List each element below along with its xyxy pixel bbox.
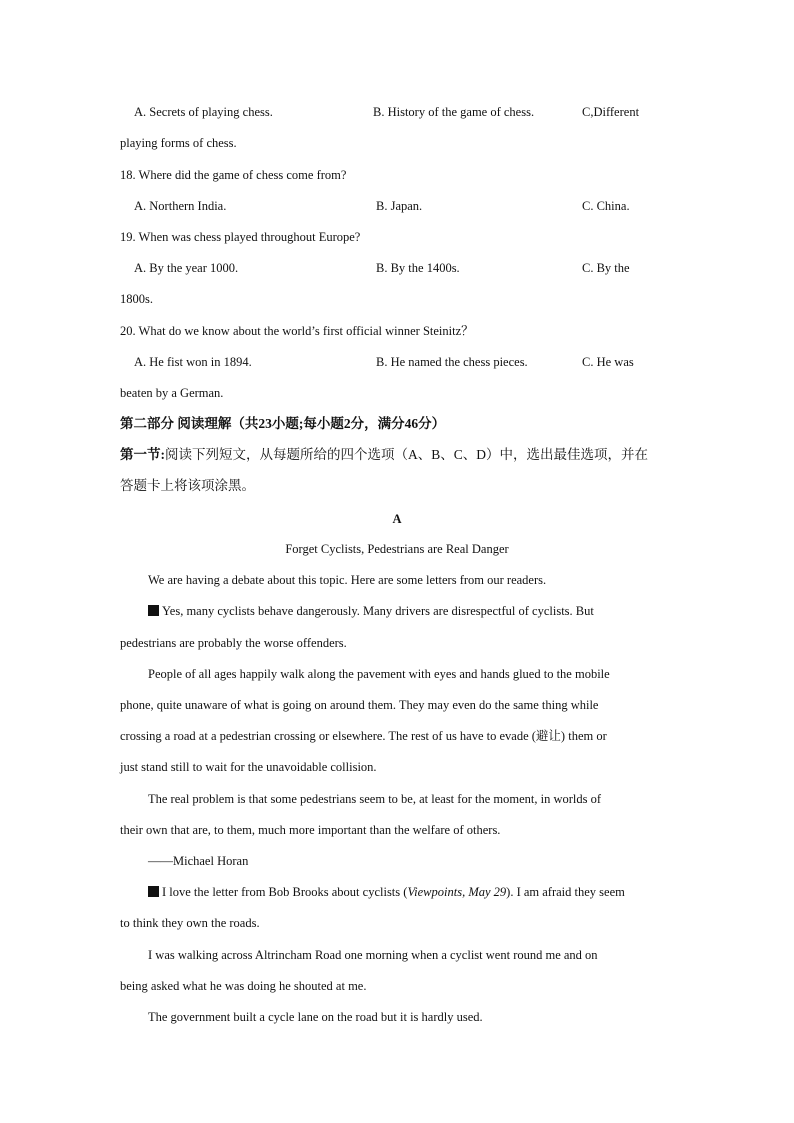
- instruction-line-1: [120, 446, 648, 464]
- q20-option-c-start: C. He was: [582, 355, 634, 369]
- q19-option-c-end: 1800s.: [120, 292, 153, 306]
- passage-line: being asked what he was doing he shouted at me.: [120, 979, 367, 993]
- instruction-label: 第一节:: [120, 447, 165, 462]
- q20-option-c-end: beaten by a German.: [120, 386, 224, 400]
- passage-line: I was walking across Altrincham Road one morning when a cyclist went round me and on: [148, 948, 598, 962]
- square-bullet-icon: [148, 605, 159, 616]
- passage-line: to think they own the roads.: [120, 916, 260, 930]
- passage-line-letter-1: [148, 602, 594, 620]
- q17-option-c-end: playing forms of chess.: [120, 136, 237, 150]
- square-bullet-icon: [148, 886, 159, 897]
- signature-line: ——Michael Horan: [148, 854, 249, 868]
- instruction-line-2: 答题卡上将该项涂黑。: [120, 478, 255, 493]
- q20-question: 20. What do we know about the world’s first official winner Steinitz？: [120, 324, 474, 338]
- q17-option-c-start: C,Different: [582, 105, 640, 119]
- section-heading: 第二部分 阅读理解（共23小题;每小题2分，满分46分）: [120, 416, 446, 431]
- passage-text: ). I am afraid they seem: [506, 885, 625, 899]
- passage-line: crossing a road at a pedestrian crossing or elsewhere. The rest of us have to evade (避让) them or: [120, 729, 607, 743]
- q19-question: 19. When was chess played throughout Europe?: [120, 230, 361, 244]
- q18-question: 18. Where did the game of chess come from?: [120, 168, 347, 182]
- passage-line: The real problem is that some pedestrians seem to be, at least for the moment, in worlds of: [148, 792, 602, 806]
- q20-option-a: A. He fist won in 1894.: [134, 355, 252, 369]
- passage-title: Forget Cyclists, Pedestrians are Real Danger: [285, 542, 509, 556]
- q19-option-a: A. By the year 1000.: [134, 261, 239, 275]
- q19-option-c-start: C. By the: [582, 261, 630, 275]
- q17-option-b: B. History of the game of chess.: [373, 105, 535, 119]
- q19-option-b: B. By the 1400s.: [376, 261, 460, 275]
- passage-text: Yes, many cyclists behave dangerously. Many drivers are disrespectful of cyclists. But: [162, 604, 594, 618]
- q18-option-b: B. Japan.: [376, 199, 423, 213]
- passage-line: pedestrians are probably the worse offenders.: [120, 636, 347, 650]
- passage-italic-source: Viewpoints, May 29: [407, 885, 507, 899]
- passage-line: The government built a cycle lane on the road but it is hardly used.: [148, 1010, 483, 1024]
- passage-text: I love the letter from Bob Brooks about cyclists (: [162, 885, 408, 899]
- passage-line: phone, quite unaware of what is going on around them. They may even do the same thing while: [120, 698, 599, 712]
- passage-letter: A: [392, 512, 402, 526]
- q18-option-c: C. China.: [582, 199, 630, 213]
- q17-option-a: A. Secrets of playing chess.: [134, 105, 273, 119]
- q18-option-a: A. Northern India.: [134, 199, 227, 213]
- instruction-text: 阅读下列短文，从每题所给的四个选项（A、B、C、D）中，选出最佳选项，并在: [165, 447, 649, 462]
- passage-line: their own that are, to them, much more important than the welfare of others.: [120, 823, 501, 837]
- passage-line: We are having a debate about this topic. Here are some letters from our readers.: [148, 573, 547, 587]
- passage-line: People of all ages happily walk along the pavement with eyes and hands glued to the mobile: [148, 667, 610, 681]
- passage-line: just stand still to wait for the unavoidable collision.: [120, 760, 377, 774]
- q20-option-b: B. He named the chess pieces.: [376, 355, 528, 369]
- passage-line-letter-2: [148, 883, 625, 901]
